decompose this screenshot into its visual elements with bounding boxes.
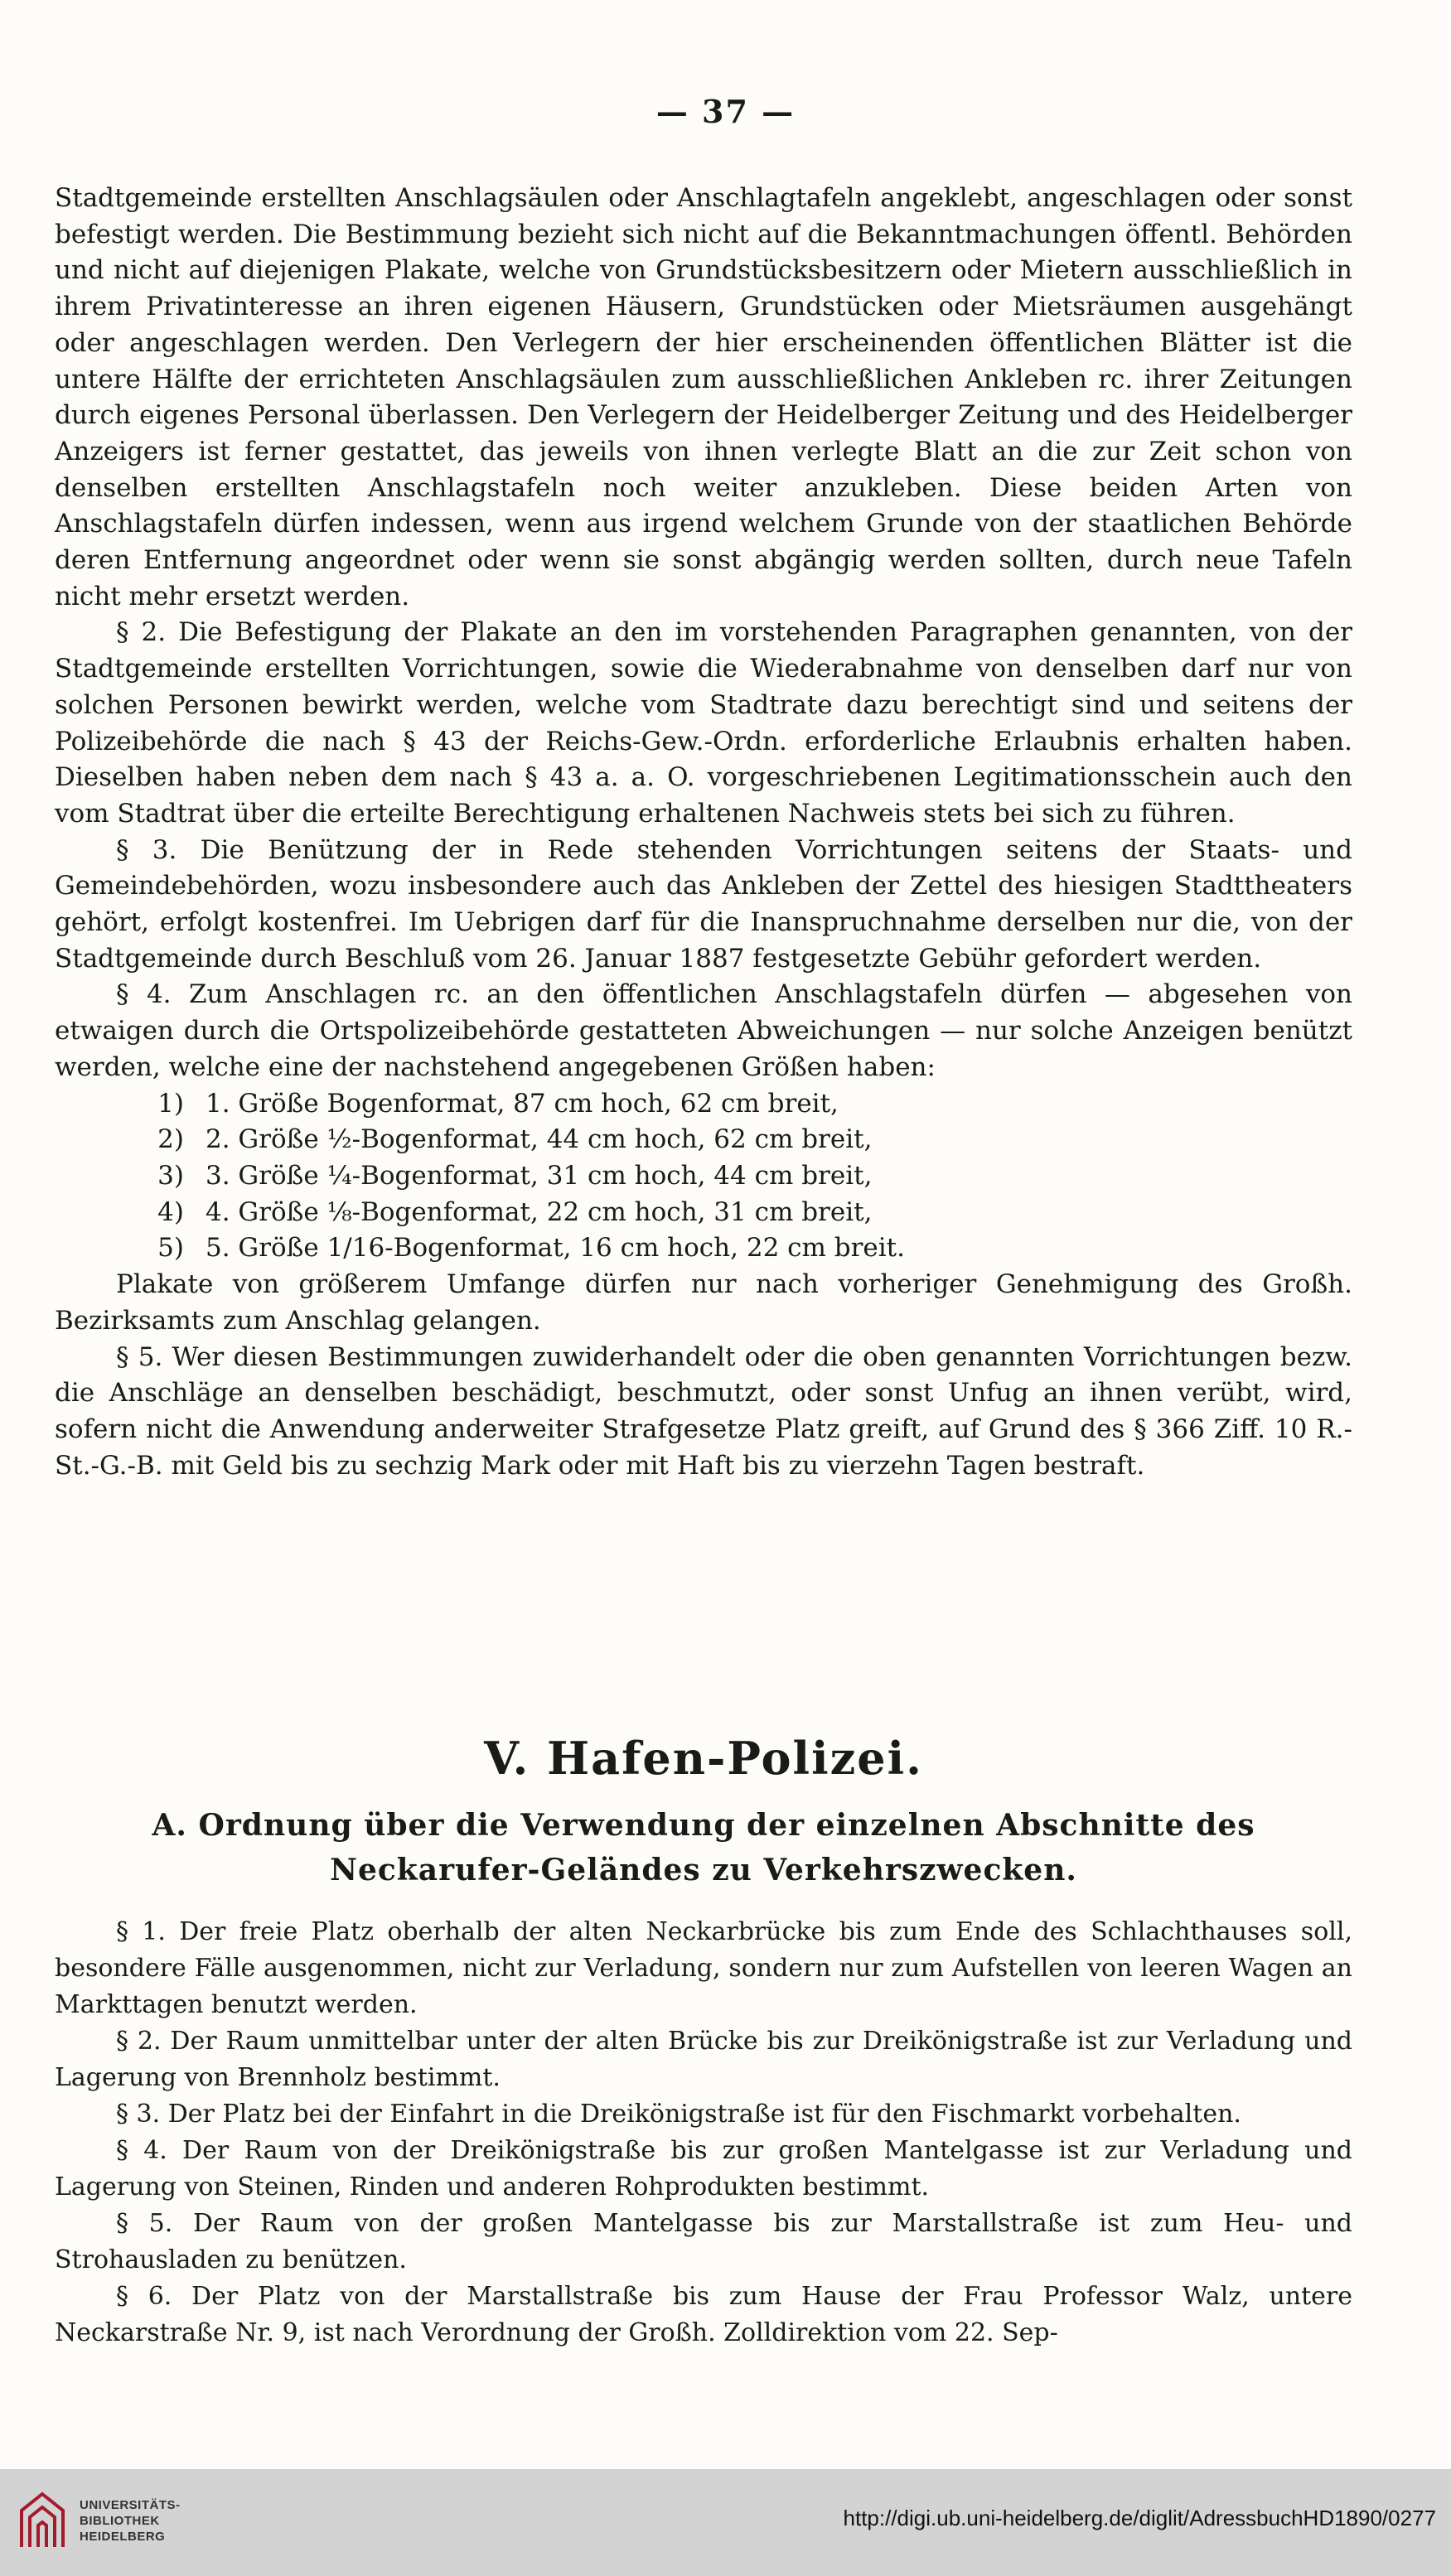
library-name-line: UNIVERSITÄTS- <box>80 2497 181 2512</box>
library-name <box>80 2497 181 2545</box>
paragraph: § 2. Der Raum unmittelbar unter der alten Brücke bis zur Dreikönigstraße ist zur Verladung und Lagerung von Brennholz bestimmt. <box>55 2027 1352 2092</box>
source-url-link[interactable]: http://digi.ub.uni-heidelberg.de/diglit/AdressbuchHD1890/0277 <box>843 2506 1436 2530</box>
paragraph: § 5. Wer diesen Bestimmungen zuwiderhandelt oder die oben genannten Vorrichtungen bezw. die Anschläge an denselben beschädigt, beschmutzt, oder sonst Unfug an ihnen verübt, wird, sofern nicht die Anwendung anderweiter Strafgesetze Platz greift, auf Grund des § 366 Ziff. 10 R.-St.-G.-B. mit Geld bis zu sechzig Mark oder mit Haft bis zu vierzehn Tagen bestraft. <box>55 1341 1352 1481</box>
size-item <box>144 1230 1352 1267</box>
page-number: — 37 — <box>655 93 796 130</box>
section-heading: V. Hafen-Polizei. <box>484 1732 923 1785</box>
size-text: 5. Größe 1/16-Bogenformat, 16 cm hoch, 22 cm breit. <box>206 1233 905 1264</box>
paragraph: Stadtgemeinde erstellten Anschlagsäulen oder Anschlagtafeln angeklebt, angeschlagen oder sonst befestigt werden. Die Bestimmung bezieht sich nicht auf die Bekanntmachungen öffentl. Behörden und nicht auf diejenigen Plakate, welche von Grundstücksbesitzern oder Mietern ausschließlich in ihrem Privatinteresse an ihren eigenen Häusern, Grundstücken oder Mietsräumen ausgehängt oder angeschlagen werden. Den Verlegern der hier erscheinenden öffentlichen Blätter ist die untere Hälfte der errichteten Anschlagsäulen zum ausschließlichen Ankleben rc. ihrer Zeitungen durch eigenes Personal überlassen. Den Verlegern der Heidelberger Zeitung und des Heidelberger Anzeigers ist ferner gestattet, das jeweils von ihnen verlegte Blatt an die zur Zeit schon von denselben erstellten Anschlagstafeln noch weiter anzukleben. Diese beiden Arten von Anschlagstafeln dürfen indessen, wenn aus irgend welchem Grunde von der staatlichen Behörde deren Entfernung angeordnet oder wenn sie sonst abgängig werden sollten, durch neue Tafeln nicht mehr ersetzt werden. <box>55 183 1352 611</box>
paragraph: § 2. Die Befestigung der Plakate an den im vorstehenden Paragraphen genannten, von der Stadtgemeinde erstellten Vorrichtungen, sowie die Wiederabnahme von denselben darf nur von solchen Personen bewirkt werden, welche vom Stadtrate dazu berechtigt sind und seitens der Polizeibehörde die nach § 43 der Reichs-Gew.-Ordn. erforderliche Erlaubnis erhalten haben. Dieselben haben neben dem nach § 43 a. a. O. vorgeschriebenen Legitimationsschein auch den vom Stadtrat über die erteilte Berechtigung erhaltenen Nachweis stets bei sich zu führen. <box>55 617 1352 829</box>
viewer-footer <box>0 2469 1451 2576</box>
size-text: 4. Größe ⅛-Bogenformat, 22 cm hoch, 31 cm breit, <box>206 1196 873 1227</box>
library-logo[interactable] <box>17 2489 181 2552</box>
paragraph: Plakate von größerem Umfange dürfen nur nach vorheriger Genehmigung des Großh. Bezirksamts zum Anschlag gelangen. <box>55 1269 1352 1336</box>
paragraph: § 3. Die Benützung der in Rede stehenden Vorrichtungen seitens der Staats- und Gemeindebehörden, wozu insbesondere auch das Ankleben der Zettel des hiesigen Stadttheaters gehört, erfolgt kostenfrei. Im Uebrigen darf für die Inanspruchnahme derselben nur die, von der Stadtgemeinde durch Beschluß vom 26. Januar 1887 festgesetzte Gebühr gefordert werden. <box>55 834 1352 974</box>
section-body <box>55 1914 1352 2351</box>
size-item <box>144 1195 1352 1231</box>
library-name-line: BIBLIOTHEK <box>80 2513 160 2528</box>
regulation-text <box>55 181 1352 1484</box>
size-number: 2) <box>157 1124 184 1155</box>
size-text: 1. Größe Bogenformat, 87 cm hoch, 62 cm breit, <box>206 1088 839 1119</box>
size-text: 2. Größe ½-Bogenformat, 44 cm hoch, 62 cm breit, <box>206 1124 873 1155</box>
paragraph: § 3. Der Platz bei der Einfahrt in die Dreikönigstraße ist für den Fischmarkt vorbehalten. <box>116 2100 1241 2129</box>
size-number: 4) <box>157 1196 184 1227</box>
size-number: 1) <box>157 1088 184 1119</box>
size-item <box>144 1158 1352 1195</box>
paragraph: § 4. Der Raum von der Dreikönigstraße bis zur großen Mantelgasse ist zur Verladung und Lagerung von Steinen, Rinden und anderen Rohprodukten bestimmt. <box>55 2136 1352 2201</box>
paragraph: § 5. Der Raum von der großen Mantelgasse bis zur Marstallstraße ist zum Heu- und Strohausladen zu benützen. <box>55 2209 1352 2274</box>
section-subheading <box>55 1803 1352 1892</box>
paragraph: § 4. Zum Anschlagen rc. an den öffentlichen Anschlagstafeln dürfen — abgesehen von etwaigen durch die Ortspolizeibehörde gestatteten Abweichungen — nur solche Anzeigen benützt werden, welche eine der nachstehend angegebenen Größen haben: <box>55 979 1352 1082</box>
size-number: 5) <box>157 1233 184 1264</box>
subheading-line: A. Ordnung über die Verwendung der einzelnen Abschnitte des <box>152 1808 1255 1843</box>
subheading-line: Neckarufer-Geländes zu Verkehrszwecken. <box>330 1853 1077 1887</box>
size-text: 3. Größe ¼-Bogenformat, 31 cm hoch, 44 cm breit, <box>206 1160 873 1191</box>
size-number: 3) <box>157 1160 184 1191</box>
size-item <box>144 1122 1352 1158</box>
size-item <box>144 1086 1352 1123</box>
library-name-line: HEIDELBERG <box>80 2529 166 2544</box>
library-emblem-icon <box>17 2489 68 2552</box>
paragraph: § 1. Der freie Platz oberhalb der alten Neckarbrücke bis zum Ende des Schlachthauses soll, besondere Fälle ausgenommen, nicht zur Verladung, sondern nur zum Aufstellen von leeren Wagen an Markttagen benutzt werden. <box>55 1917 1352 2019</box>
size-list <box>55 1086 1352 1268</box>
hafen-polizei-section <box>55 1732 1352 2351</box>
paragraph: § 6. Der Platz von der Marstallstraße bis zum Hause der Frau Professor Walz, untere Neckarstraße Nr. 9, ist nach Verordnung der Großh. Zolldirektion vom 22. Sep- <box>55 2282 1352 2347</box>
